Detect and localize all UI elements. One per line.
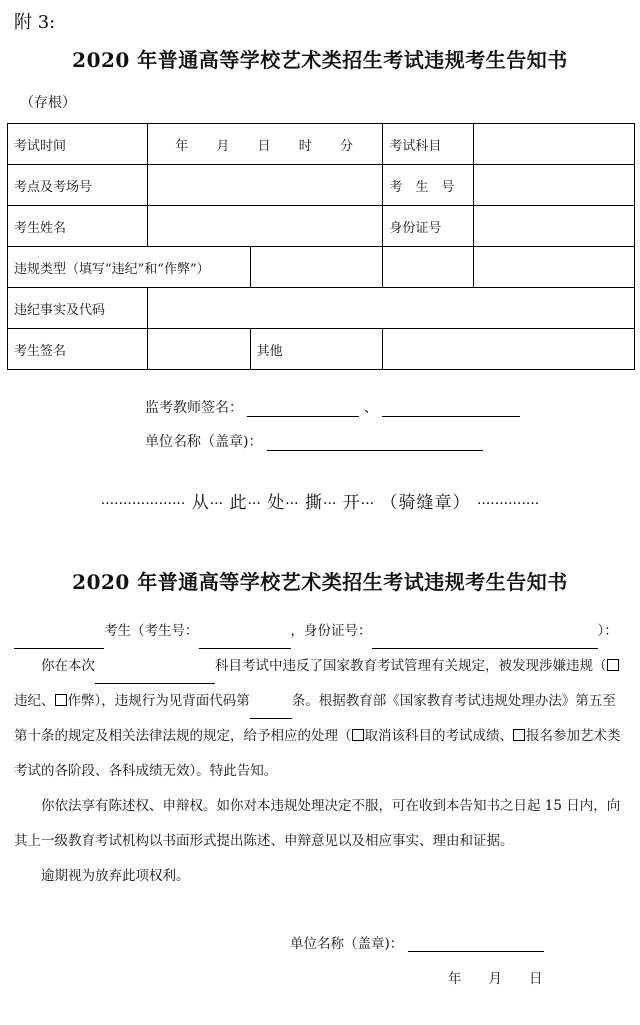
proctor-signature-line-1[interactable] (247, 400, 359, 417)
page-title: 2020 年普通高等学校艺术类招生考试违规考生告知书 (72, 48, 568, 72)
other-label: 其他 (250, 329, 383, 370)
violation-type-extra-1[interactable] (383, 247, 474, 288)
p1-text-b: 科目考试中违反了国家教育考试管理有关规定，被发现涉嫌违规（ (215, 658, 607, 674)
date-unit-hour: 时 (298, 138, 314, 154)
option-all-label: 报名参加艺术类考试的各阶段、各科成绩无效）。特此告知。 (14, 728, 621, 779)
notice-paragraph-3: 逾期视为放弃此项权利。 (41, 868, 190, 884)
proctor-separator: 、 (363, 400, 378, 416)
signature-label: 考生签名 (8, 329, 148, 370)
tear-char: 撕 (305, 493, 323, 513)
violation-type-field[interactable] (250, 247, 383, 288)
notice-unit-label: 单位名称（盖章)： (290, 936, 404, 952)
appendix-label: 附 3: (14, 12, 56, 33)
tear-char: 从 (191, 493, 210, 513)
date-unit-minute: 分 (339, 138, 355, 154)
checkbox-cheating[interactable] (55, 694, 67, 706)
checkbox-discipline[interactable] (607, 659, 619, 671)
notice-paragraph-1 (14, 649, 626, 789)
tear-dots-left: ··················· (100, 496, 186, 512)
table-row (8, 124, 635, 165)
exam-time-field[interactable] (147, 124, 383, 165)
stub-unit-row (145, 431, 483, 451)
notice-unit-row (290, 932, 544, 952)
venue-label: 考点及考场号 (8, 165, 148, 206)
candidate-no-label: 考 生 号 (383, 165, 474, 206)
table-row (8, 206, 635, 247)
violation-type-extra-2[interactable] (474, 247, 635, 288)
table-row (8, 165, 635, 206)
date-unit-year: 年 (175, 138, 191, 154)
name-field[interactable] (147, 206, 383, 247)
code-blank[interactable] (250, 702, 292, 719)
p1-text-a: 你在本次 (41, 658, 95, 674)
tear-line: ··················· 从··· 此··· 处··· 撕··· 开··· （骑缝章） ·············· (100, 493, 540, 513)
notice-paragraph-2: 你依法享有陈述权、申辩权。如你对本违规处理决定不服，可在收到本告知书之日起 15 日内，向其上一级教育考试机构以书面形式提出陈述、申辩意见以及相应事实、理由和证据。 (14, 798, 621, 849)
name-label: 考生姓名 (8, 206, 148, 247)
table-row (8, 288, 635, 329)
violation-type-label: 违规类型（填写“违纪”和“作弊”） (8, 247, 251, 288)
exam-subject-field[interactable] (474, 124, 635, 165)
option-cancel-label: 取消该科目的考试成绩、 (364, 728, 513, 744)
tear-char: 开 (342, 493, 361, 513)
table-row (8, 329, 635, 370)
option-discipline-label: 违纪、 (14, 693, 55, 709)
other-field[interactable] (383, 329, 635, 370)
stub-form-table (7, 123, 635, 370)
date-unit-month: 月 (216, 138, 232, 154)
id-no-blank[interactable] (372, 632, 598, 649)
p1-text-c: 条。根据教育部《国家教育考试违规处理办法》第五至第十条的规定及相关法律法规的规定，给予相应的处理（ (14, 693, 616, 744)
date-unit-day: 日 (257, 138, 273, 154)
facts-field[interactable] (147, 288, 634, 329)
notice-date: 年 月 日 (448, 971, 543, 987)
proctor-signature-label: 监考教师签名： (145, 400, 243, 416)
exam-subject-label: 考试科目 (383, 124, 474, 165)
notice-addressee (14, 614, 626, 649)
venue-field[interactable] (147, 165, 383, 206)
signature-field[interactable] (147, 329, 250, 370)
subject-blank[interactable] (95, 667, 215, 684)
stub-unit-line[interactable] (267, 434, 483, 451)
candidate-name-blank[interactable] (14, 632, 104, 649)
option-cheat-label: 作弊），违规行为见背面代码第 (67, 693, 250, 709)
table-row (8, 247, 635, 288)
candidate-no-field[interactable] (474, 165, 635, 206)
checkbox-all-invalid[interactable] (513, 729, 525, 741)
checkbox-cancel-score[interactable] (352, 729, 364, 741)
facts-label: 违纪事实及代码 (8, 288, 148, 329)
notice-unit-line[interactable] (408, 935, 544, 952)
addressee-candidate-label: 考生（考生号： (104, 623, 199, 639)
addressee-end: ）： (597, 623, 618, 639)
candidate-no-blank[interactable] (199, 632, 291, 649)
tear-dots-right: ·············· (476, 496, 540, 512)
exam-time-label: 考试时间 (8, 124, 148, 165)
stub-unit-label: 单位名称（盖章)： (145, 434, 263, 450)
seal-label: （骑缝章） (380, 493, 471, 513)
addressee-id-label: ，身份证号： (290, 623, 372, 639)
stub-label: （存根） (20, 95, 76, 111)
id-field[interactable] (474, 206, 635, 247)
tear-char: 此 (229, 493, 248, 513)
tear-char: 处 (267, 493, 286, 513)
notice-title: 2020 年普通高等学校艺术类招生考试违规考生告知书 (72, 570, 568, 594)
proctor-signature-line-2[interactable] (382, 400, 520, 417)
proctor-signature-row (145, 397, 520, 417)
id-label: 身份证号 (383, 206, 474, 247)
notice-body (14, 614, 626, 894)
